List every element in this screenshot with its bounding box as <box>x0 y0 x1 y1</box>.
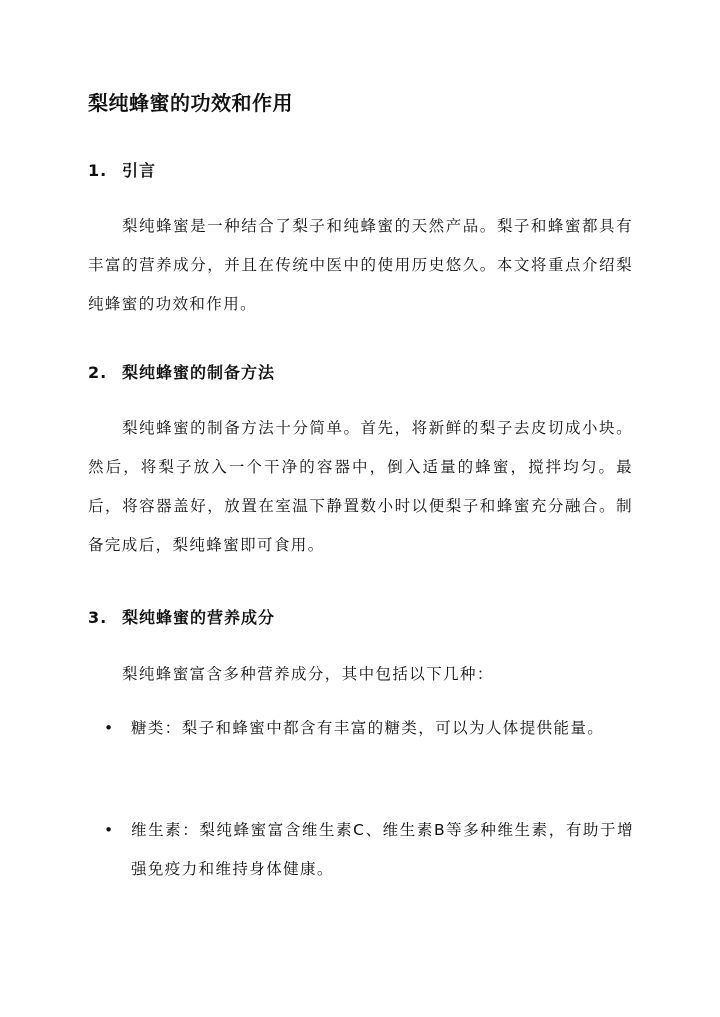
list-item <box>104 709 634 748</box>
section-heading-introduction <box>88 158 156 181</box>
list-item <box>104 811 634 889</box>
bullet-icon: • <box>104 821 115 839</box>
section-number: 2. <box>88 363 108 382</box>
section-heading-nutrition <box>88 605 275 628</box>
section-paragraph-introduction: 梨纯蜂蜜是一种结合了梨子和纯蜂蜜的天然产品。梨子和蜂蜜都具有丰富的营养成分，并且在传统中医中的使用历史悠久。本文将重点介绍梨纯蜂蜜的功效和作用。 <box>88 217 633 313</box>
list-item-text: 糖类：梨子和蜂蜜中都含有丰富的糖类，可以为人体提供能量。 <box>131 719 605 737</box>
section-number: 3. <box>88 608 108 627</box>
section-heading-text: 梨纯蜂蜜的制备方法 <box>122 363 276 382</box>
section-heading-preparation <box>88 360 275 383</box>
list-item-text: 维生素：梨纯蜂蜜富含维生素C、维生素B等多种维生素，有助于增强免疫力和维持身体健康。 <box>131 821 634 878</box>
section-paragraph-preparation: 梨纯蜂蜜的制备方法十分简单。首先，将新鲜的梨子去皮切成小块。然后，将梨子放入一个干净的容器中，倒入适量的蜂蜜，搅拌均匀。最后，将容器盖好，放置在室温下静置数小时以便梨子和蜂蜜充分融合。制备完成后，梨纯蜂蜜即可食用。 <box>88 419 633 554</box>
page-title: 梨纯蜂蜜的功效和作用 <box>88 91 293 115</box>
section-paragraph-nutrition: 梨纯蜂蜜富含多种营养成分，其中包括以下几种： <box>122 665 494 683</box>
section-heading-text: 梨纯蜂蜜的营养成分 <box>122 608 276 627</box>
section-heading-text: 引言 <box>122 161 157 180</box>
bullet-icon: • <box>104 719 115 737</box>
section-number: 1. <box>88 161 108 180</box>
